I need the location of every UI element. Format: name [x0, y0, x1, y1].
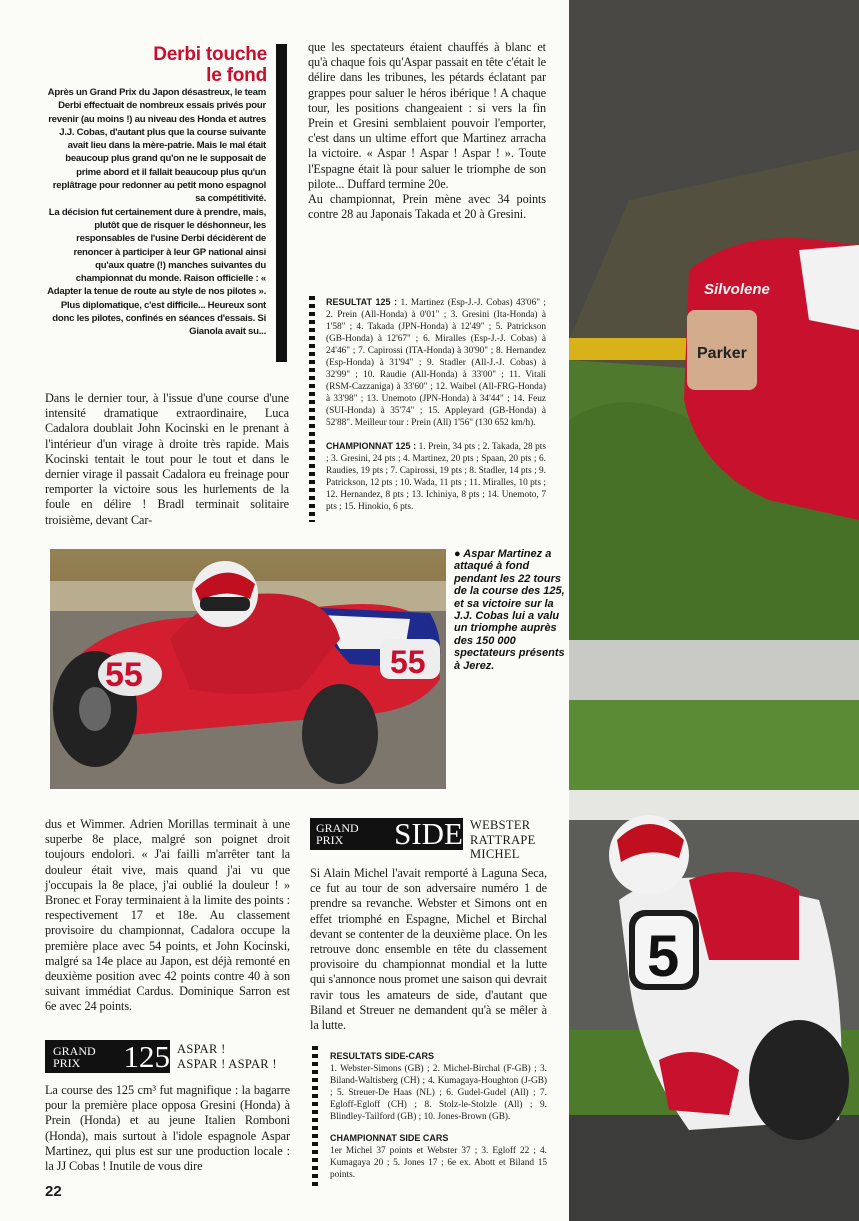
heading-side-big: SIDE [394, 816, 463, 851]
page-number: 22 [45, 1183, 62, 1200]
story125-paragraph-c: Au championnat, Prein mène avec 34 points contre 28 au Japonais Takada et 20 à Gresini. [308, 192, 546, 222]
subtitle-side-line3: MICHEL [470, 847, 520, 861]
photo-right-illustration [569, 0, 859, 1221]
photo-caption: ● Aspar Martinez a attaqué à fond pendant les 22 tours de la course des 125, et sa victoire sur la J.J. Cobas lui a valu un triomphe auprès des 150 000 spectateurs présents à Jerez. [454, 548, 565, 672]
svg-text:55: 55 [390, 644, 426, 680]
box-paragraph: Après un Grand Prix du Japon désastreux, le team Derbi effectuait de nombreux essais privés pour revenir (au moins !) au niveau des Honda et autres J.J. Cobas, d'autant plus que la course suivante avait lieu dans la mère-patrie. Mais le mal était beaucoup plus grand qu'on ne le supposait de prime abord et il fallait beaucoup plus qu'un replâtrage pour redonner au petit mono espagnol sa compétitivité. [47, 87, 266, 205]
heading-125-big: 125 [123, 1038, 170, 1074]
story1-text-bottom [45, 817, 290, 1015]
side-story-paragraph: Si Alain Michel l'avait remporté à Laguna Seca, ce fut au tour de son adversaire numéro 1 de prendre sa revanche. Webster et Simons ont en effet triomphé en Espagne, Michel et Birchal devant se contenter de la deuxième place. On les retrouve donc ensemble en tête du classement provisoire du championnat mondial et la lutte qui s'annonce nous promet une saison qui devrait ravir tous les amateurs de side, d'autant que Biland et Streuer ne demandent qu'à se mêler à la lutte. [310, 866, 547, 1033]
story1-paragraph-a: Dans le dernier tour, à l'issue d'une course d'une intensité dramatique extraordinaire, Luca Cadalora doublait John Kocinski en le prenant à l'intérieur d'un virage à droite très rapide. Mais Kocinski tentait le tout pour le tout et dans le dernier virage il passait Cadalora eu freinage pour remporter la victoire sous les hurlements de la foule en délire ! Bradl terminait solitaire troisième, devant Car- [45, 391, 289, 527]
box-side-bar [276, 44, 287, 362]
heading-125-small: GRAND PRIX [53, 1043, 96, 1070]
bike-number-right: 5 [647, 924, 680, 989]
championship-125-text: 1. Prein, 34 pts ; 2. Takada, 28 pts ; 3. Gresini, 24 pts ; 4. Martinez, 20 pts ; Spaan, 20 pts ; 6. Raudies, 19 pts ; 7. Capirossi, 19 pts ; 8. Stadler, 14 pts ; 9. Patrickson, 12 pts ; 10. Wada, 11 pts ; 11. Miralles, 10 pts ; 12. Hernandez, 8 pts ; 13. Ichiniya, 8 pts ; 14. Unemoto, 7 pts ; 15. Hinokio, 6 pts. [326, 442, 547, 512]
side-results-text: 1. Webster-Simons (GB) ; 2. Michel-Birchal (F-GB) ; 3. Biland-Waltisberg (CH) ; 4. Kumagaya-Houghton (J-GB) ; 5. Streuer-De Haas (NL) ; 6. Gudel-Gudel (All) ; 7. Egloff-Egloff (CH) ; 8. Stolz-le-Stolzle (All) ; 9. Blindley-Tailford (GB) ; 10. Jones-Brown (GB). [330, 1064, 547, 1122]
side-results-heading: RESULTATS SIDE-CARS [330, 1051, 435, 1061]
side-championship-heading: CHAMPIONNAT SIDE CARS [330, 1133, 449, 1143]
photo-martinez-illustration [50, 549, 446, 789]
story1-text-top [45, 391, 289, 528]
photo-martinez-125 [50, 549, 446, 789]
heading-side-small: GRAND PRIX [316, 821, 359, 847]
results-dotted-rule [309, 296, 315, 522]
championship-125 [326, 440, 546, 513]
results-125-heading: RESULTAT 125 : [326, 297, 398, 307]
story1-paragraph-b: dus et Wimmer. Adrien Morillas terminait à une superbe 8e place, malgré son poignet droit toujours endolori. « J'ai failli m'arrêter tant la douleur était vive, mais quand j'ai vu que j'occupais la 8e place, j'ai oublié la douleur ! » Bronec et Foray terminaient à la limite des points : respectivement 17 et 18e. Au classement provisoire du championnat, Cadalora occupe la première place avec 54 points, et John Kocinski, malgré sa 14e place au Japon, est déjà remonté en deuxième position avec 42 points contre 40 à son suivant immédiat Cardus. Dominique Sarron est 6e avec 24 points. [45, 817, 290, 1014]
bike-number-left: 55 [105, 656, 143, 694]
fairing-text-top: Silvolene [704, 281, 770, 298]
heading-grand-prix-side [310, 818, 463, 850]
side-results-box [330, 1050, 547, 1181]
box-paragraph: La décision fut certainement dure à prendre, mais, plutôt que de risquer le déshonneur, les responsables de l'usine Derbi décidèrent de renoncer à participer à leur GP national ainsi qu'aux quatre (!) manches suivantes du championnat du monde. Raison officielle : « Adapter la tenue de route au style de nos pilotes ». Plus diplomatique, c'est difficile... Heureux sont donc les pilotes, confinés en séances d'essais. Si Gianola avait su... [47, 206, 266, 338]
heading-125-subtitle [177, 1042, 277, 1071]
results-125-text: 1. Martinez (Esp-J.-J. Cobas) 43'06" ; 2. Prein (All-Honda) à 0'01" ; 3. Gresini (Ita-Honda) à 1'58" ; 4. Takada (JPN-Honda) à 12'49" ; 5. Patrickson (GB-Honda) à 12'67" ; 6. Miralles (Esp-J.-J. Cobas) à 24'46" ; 7. Capirossi (ITA-Honda) à 30'90" ; 8. Hernandez (Esp-Honda) à 31'94" ; 9. Stadler (All-J.-J. Cobas) à 32'99" ; 10. Raudie (All-Honda) à 33'00" ; 11. Vitali (RSM-Cazzaniga) à 33'60" ; 12. Waibel (All-FRG-Honda) à 33'98" ; 13. Unemoto (JPN-Honda) à 34'44" ; 14. Feuz (SUI-Honda) à 35'74" ; 15. Appleyard (GB-Honda) à 52'88". Meilleur tour : Prein (All) 1'56" (130 652 km/h). [326, 298, 546, 428]
box-text [45, 86, 266, 339]
box-title [153, 44, 267, 86]
results-125-box [326, 296, 546, 513]
championship-125-heading: CHAMPIONNAT 125 : [326, 441, 417, 451]
box-title-line2: le fond [206, 65, 267, 86]
derbi-box-story [45, 40, 287, 362]
heading-grand-prix-125 [45, 1040, 170, 1073]
story125-text-start [45, 1083, 290, 1174]
subtitle-125-line1: ASPAR ! [177, 1042, 226, 1056]
subtitle-125-line2: ASPAR ! ASPAR ! [177, 1056, 277, 1071]
heading-side-subtitle [470, 818, 536, 862]
box-title-line1: Derbi touche [153, 44, 267, 65]
subtitle-side-line2: RATTRAPE [470, 832, 536, 847]
results-125 [326, 296, 546, 429]
subtitle-side-line1: WEBSTER [470, 818, 531, 832]
fairing-text-mid: Parker [697, 345, 747, 362]
story125-text-continued [308, 40, 546, 222]
story125-paragraph-a: La course des 125 cm³ fut magnifique : la bagarre pour la première place opposa Gresini (Honda) à Prein (Honda) et au jeune Italien Romboni (Honda), mais surtout à l'idole espagnole Aspar Martinez, qui plus est sur une production locale : la JJ Cobas ! Inutile de vous dire [45, 1083, 290, 1174]
side-story-text [310, 866, 547, 1033]
story125-paragraph-b: que les spectateurs étaient chauffés à blanc et qu'à chaque fois qu'Aspar passait en tête c'était le délire dans les tribunes, les pétards éclatant par grappes pour saluer le héros ibérique ! A chaque tour, les positions changeaient : si vers la fin Prein et Gresini semblaient pouvoir l'emporter, c'est dans un ultime effort que Martinez arracha la victoire. « Aspar ! Aspar ! Aspar ! ». Toute l'Espagne était là pour saluer le triomphe de son pilote... Duffard termine 20e. [308, 40, 546, 191]
side-championship-text: 1er Michel 37 points et Webster 37 ; 3. Egloff 22 ; 4. Kumagaya 20 ; 5. Jones 17 ; 6e ex. Abott et Biland 15 points. [330, 1146, 547, 1180]
photo-right-strip [569, 0, 859, 1221]
side-results-dotted-rule [312, 1046, 318, 1186]
